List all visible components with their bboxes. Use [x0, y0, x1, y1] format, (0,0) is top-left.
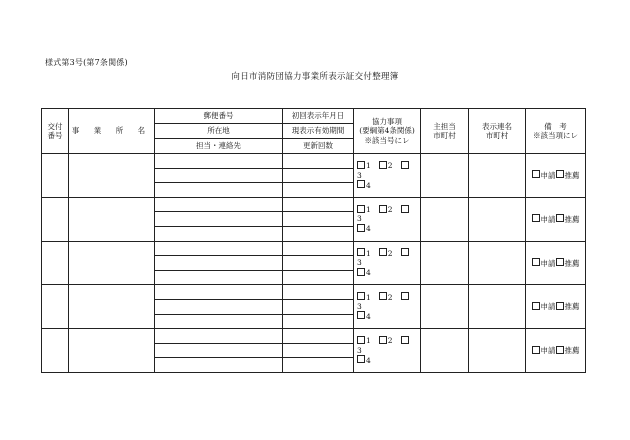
registry-table [41, 108, 586, 373]
cooperation-cell[interactable] [354, 197, 421, 241]
checkbox-option[interactable] [357, 293, 371, 302]
checkbox-label: 3 [357, 302, 362, 312]
header-first-display-date: 初回表示年月日 [283, 109, 354, 124]
address-cell[interactable] [155, 256, 283, 271]
first-display-date-cell[interactable] [283, 197, 354, 212]
recommendation-checkbox[interactable] [556, 258, 564, 266]
checkbox-label: 3 [357, 258, 362, 268]
contact-cell[interactable] [155, 270, 283, 285]
recommendation-checkbox[interactable] [556, 346, 564, 354]
document-title: 向日市消防団協力事業所表示証交付整理簿 [231, 72, 399, 82]
record-row [42, 329, 586, 344]
business-name-cell[interactable] [69, 154, 155, 198]
address-cell[interactable] [155, 343, 283, 358]
postal-code-cell[interactable] [155, 154, 283, 169]
remarks-cell[interactable] [526, 154, 586, 198]
cooperation-checkbox[interactable] [401, 292, 409, 300]
business-name-cell[interactable] [69, 285, 155, 329]
checkbox-label: 申請 [540, 170, 556, 180]
current-validity-cell[interactable] [283, 212, 354, 227]
cooperation-checkbox[interactable] [357, 161, 365, 169]
checkbox-option[interactable] [532, 302, 556, 311]
renewal-count-cell[interactable] [283, 226, 354, 241]
checkbox-option[interactable] [532, 346, 556, 355]
cooperation-line [357, 336, 420, 355]
header-renewal-count: 更新回数 [283, 139, 354, 154]
joint-municipality-cell[interactable] [469, 154, 526, 198]
renewal-count-cell[interactable] [283, 314, 354, 329]
checkbox-label: 2 [387, 248, 393, 258]
cooperation-checkbox[interactable] [379, 205, 387, 213]
header-current-validity: 現表示有効期間 [283, 124, 354, 139]
header-contact: 担当・連絡先 [155, 139, 283, 154]
application-checkbox[interactable] [532, 214, 540, 222]
issue-number-cell[interactable] [42, 154, 69, 198]
remarks-cell[interactable] [526, 197, 586, 241]
checkbox-option[interactable] [357, 181, 371, 190]
cooperation-checkbox[interactable] [357, 224, 365, 232]
business-name-cell[interactable] [69, 241, 155, 285]
checkbox-label: 4 [366, 355, 371, 365]
checkbox-option[interactable] [556, 346, 580, 355]
checkbox-label: 推薦 [564, 258, 580, 268]
cooperation-checkbox[interactable] [401, 161, 409, 169]
checkbox-label: 4 [366, 268, 371, 278]
header-issue-number: 交付 番号 [42, 109, 69, 154]
cooperation-line [357, 248, 420, 267]
checkbox-label: 申請 [540, 258, 556, 268]
joint-municipality-cell[interactable] [469, 197, 526, 241]
issue-number-cell[interactable] [42, 285, 69, 329]
remarks-cell[interactable] [526, 241, 586, 285]
checkbox-label: 4 [366, 180, 371, 190]
postal-code-cell[interactable] [155, 329, 283, 344]
main-municipality-cell[interactable] [421, 241, 469, 285]
application-checkbox[interactable] [532, 258, 540, 266]
current-validity-cell[interactable] [283, 343, 354, 358]
checkbox-option[interactable] [357, 205, 371, 214]
renewal-count-cell[interactable] [283, 270, 354, 285]
cooperation-line [357, 292, 420, 311]
cooperation-line [357, 311, 420, 321]
checkbox-option[interactable] [379, 249, 393, 258]
issue-number-cell[interactable] [42, 197, 69, 241]
current-validity-cell[interactable] [283, 168, 354, 183]
address-cell[interactable] [155, 168, 283, 183]
checkbox-label: 申請 [540, 346, 556, 356]
checkbox-label: 推薦 [564, 214, 580, 224]
checkbox-option[interactable] [379, 161, 393, 170]
main-municipality-cell[interactable] [421, 285, 469, 329]
cooperation-line [357, 205, 420, 224]
checkbox-label: 推薦 [564, 302, 580, 312]
header-address: 所在地 [155, 124, 283, 139]
checkbox-option[interactable] [357, 356, 371, 365]
cooperation-checkbox[interactable] [357, 355, 365, 363]
checkbox-label: 3 [357, 170, 362, 180]
main-municipality-cell[interactable] [421, 329, 469, 373]
checkbox-option[interactable] [556, 171, 580, 180]
checkbox-option[interactable] [556, 215, 580, 224]
checkbox-option[interactable] [357, 336, 371, 345]
cooperation-line [357, 268, 420, 278]
cooperation-checkbox[interactable] [379, 292, 387, 300]
checkbox-option[interactable] [379, 293, 393, 302]
application-checkbox[interactable] [532, 302, 540, 310]
remarks-cell[interactable] [526, 329, 586, 373]
header-cooperation: 協力事項 (要綱第4条関係) ※該当号にレ [354, 109, 421, 154]
header-remarks: 備 考 ※該当項にレ [526, 109, 586, 154]
contact-cell[interactable] [155, 358, 283, 373]
record-row [42, 285, 586, 300]
renewal-count-cell[interactable] [283, 358, 354, 373]
header-main-municipality: 主担当 市町村 [421, 109, 469, 154]
cooperation-cell[interactable] [354, 241, 421, 285]
cooperation-cell[interactable] [354, 154, 421, 198]
record-row [42, 154, 586, 169]
business-name-cell[interactable] [69, 197, 155, 241]
application-checkbox[interactable] [532, 170, 540, 178]
recommendation-checkbox[interactable] [556, 302, 564, 310]
issue-number-cell[interactable] [42, 329, 69, 373]
postal-code-cell[interactable] [155, 285, 283, 300]
cooperation-checkbox[interactable] [357, 205, 365, 213]
address-cell[interactable] [155, 212, 283, 227]
cooperation-line [357, 355, 420, 365]
checkbox-label: 申請 [540, 302, 556, 312]
checkbox-label: 推薦 [564, 346, 580, 356]
contact-cell[interactable] [155, 183, 283, 198]
cooperation-checkbox[interactable] [357, 248, 365, 256]
cooperation-checkbox[interactable] [357, 336, 365, 344]
cooperation-checkbox[interactable] [379, 161, 387, 169]
cooperation-line [357, 161, 420, 180]
first-display-date-cell[interactable] [283, 241, 354, 256]
cooperation-checkbox[interactable] [357, 292, 365, 300]
checkbox-option[interactable] [357, 161, 371, 170]
record-row [42, 197, 586, 212]
cooperation-checkbox[interactable] [357, 180, 365, 188]
cooperation-line [357, 224, 420, 234]
contact-cell[interactable] [155, 226, 283, 241]
postal-code-cell[interactable] [155, 241, 283, 256]
checkbox-label: 4 [366, 311, 371, 321]
cooperation-checkbox[interactable] [401, 248, 409, 256]
checkbox-option[interactable] [532, 259, 556, 268]
cooperation-checkbox[interactable] [379, 336, 387, 344]
contact-cell[interactable] [155, 314, 283, 329]
current-validity-cell[interactable] [283, 299, 354, 314]
checkbox-option[interactable] [556, 302, 580, 311]
joint-municipality-cell[interactable] [469, 241, 526, 285]
checkbox-label: 2 [387, 336, 393, 346]
first-display-date-cell[interactable] [283, 329, 354, 344]
checkbox-label: 2 [387, 205, 393, 215]
cooperation-checkbox[interactable] [401, 205, 409, 213]
header-joint-municipality: 表示連名 市町村 [469, 109, 526, 154]
cooperation-checkbox[interactable] [357, 311, 365, 319]
address-cell[interactable] [155, 299, 283, 314]
header-row-1 [42, 109, 586, 124]
checkbox-option[interactable] [357, 224, 371, 233]
cooperation-checkbox[interactable] [357, 268, 365, 276]
checkbox-option[interactable] [379, 336, 393, 345]
checkbox-label: 1 [366, 205, 371, 215]
business-name-cell[interactable] [69, 329, 155, 373]
checkbox-label: 2 [387, 292, 393, 302]
form-number: 様式第3号(第7条関係) [45, 58, 128, 67]
renewal-count-cell[interactable] [283, 183, 354, 198]
header-postal-code: 郵便番号 [155, 109, 283, 124]
main-municipality-cell[interactable] [421, 154, 469, 198]
cooperation-checkbox[interactable] [401, 336, 409, 344]
record-row [42, 241, 586, 256]
checkbox-label: 申請 [540, 214, 556, 224]
checkbox-label: 1 [366, 248, 371, 258]
checkbox-label: 3 [357, 214, 362, 224]
checkbox-label: 推薦 [564, 170, 580, 180]
issue-number-cell[interactable] [42, 241, 69, 285]
checkbox-option[interactable] [532, 215, 556, 224]
cooperation-checkbox[interactable] [379, 248, 387, 256]
first-display-date-cell[interactable] [283, 285, 354, 300]
current-validity-cell[interactable] [283, 256, 354, 271]
checkbox-option[interactable] [357, 312, 371, 321]
application-checkbox[interactable] [532, 346, 540, 354]
checkbox-option[interactable] [556, 259, 580, 268]
checkbox-label: 3 [357, 345, 362, 355]
joint-municipality-cell[interactable] [469, 329, 526, 373]
main-municipality-cell[interactable] [421, 197, 469, 241]
cooperation-line [357, 180, 420, 190]
checkbox-label: 1 [366, 336, 371, 346]
cooperation-cell[interactable] [354, 285, 421, 329]
checkbox-label: 1 [366, 292, 371, 302]
checkbox-label: 4 [366, 224, 371, 234]
recommendation-checkbox[interactable] [556, 170, 564, 178]
cooperation-cell[interactable] [354, 329, 421, 373]
postal-code-cell[interactable] [155, 197, 283, 212]
checkbox-option[interactable] [379, 205, 393, 214]
recommendation-checkbox[interactable] [556, 214, 564, 222]
checkbox-option[interactable] [357, 268, 371, 277]
checkbox-label: 1 [366, 161, 371, 171]
joint-municipality-cell[interactable] [469, 285, 526, 329]
checkbox-option[interactable] [532, 171, 556, 180]
first-display-date-cell[interactable] [283, 154, 354, 169]
header-business-name: 事 業 所 名 [69, 109, 155, 154]
checkbox-option[interactable] [357, 249, 371, 258]
remarks-cell[interactable] [526, 285, 586, 329]
checkbox-label: 2 [387, 161, 393, 171]
